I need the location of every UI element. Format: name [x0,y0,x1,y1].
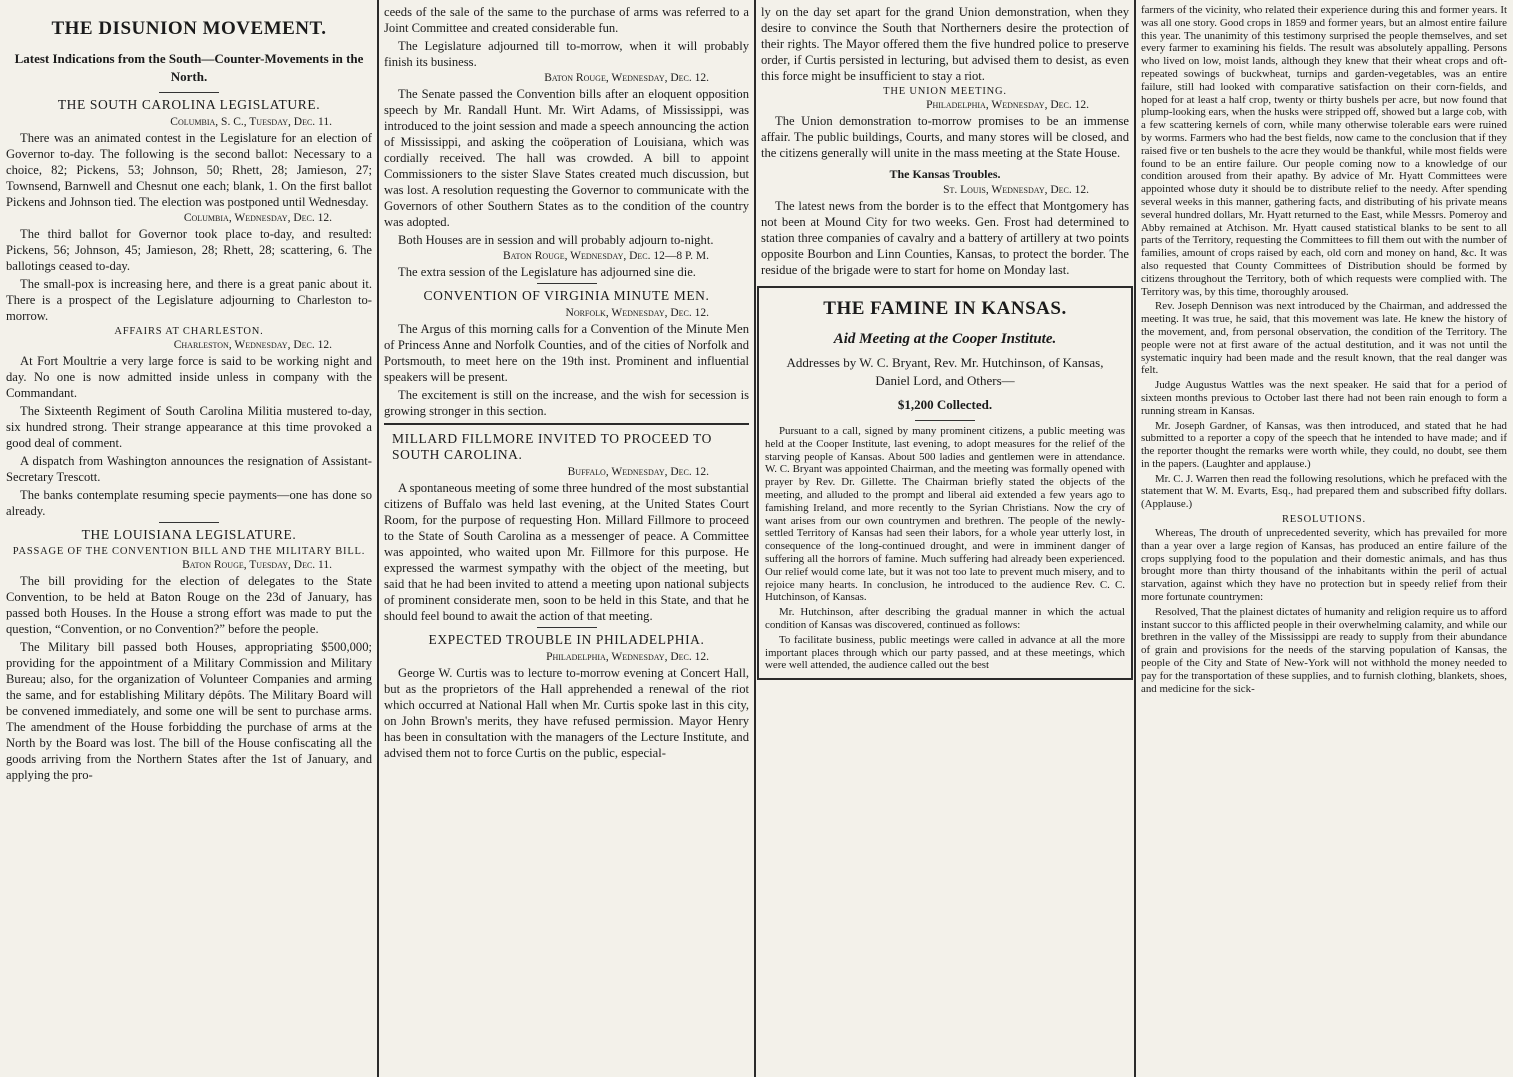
article-paragraph: Mr. Hutchinson, after describing the gradual manner in which the actual condition of Kansas was discovered, continued as follows: [765,606,1125,631]
divider [537,627,597,628]
article-paragraph: Mr. C. J. Warren then read the following resolutions, which he prefaced with the statement that W. M. Evarts, Esq., had prepared them and subscribed fifty dollars. (Applause.) [1141,472,1507,511]
article-paragraph: Pursuant to a call, signed by many prominent citizens, a public meeting was held at the Cooper Institute, last evening, to adopt measures for the relief of the starving people of Kansas. About 500 ladies and gentlemen were in attendance. W. C. Bryant was appointed Chairman, and the meeting was formally opened with prayer by Rev. Dr. Gillette. The Chairman briefly stated the objects of the meeting, and alluded to the prompt and liberal aid extended a few years ago to famishing Ireland, and more recently to the Syrian Christians. Now the cry of want arises from our own countrymen and brethren. The people of the newly-settled Territory of Kansas had seen their labors, for a whole year utterly lost, in consequence of the long-continued drought, and were in imminent danger of suffering all the horrors of famine. Much suffering had already been experienced. Our relief would come late, but it was not too late to prevent much misery, and to rejoice many hearts. In conclusion, he introduced to the audience Rev. C. C. Hutchinson, of Kansas. [765,425,1125,604]
section-heading-union-meeting: THE UNION MEETING. [883,86,1007,97]
article-paragraph: ceeds of the sale of the same to the purchase of arms was referred to a Joint Committee and created considerable fun. [384,5,749,35]
article-paragraph: The third ballot for Governor took place to-day, and resulted: Pickens, 56; Johnson, 45; Jamieson, 28; Rhett, 28; scattering, 6. The ballotings ceased to-day. [6,227,372,273]
article-paragraph: Rev. Joseph Dennison was next introduced by the Chairman, and addressed the meeting. It was true, he said, that this movement was late. He knew the history of the movement, and, from personal observation, the condition of the Territory. The people were not at first aware of the actual destitution, and it was not until the systematic inquiry had been made and the result known, that the real danger was felt. [1141,300,1507,377]
subheadline-collected: $1,200 Collected. [897,397,993,412]
article-paragraph: There was an animated contest in the Legislature for an election of Governor to-day. The following is the second ballot: Necessary to a choice, 82; Pickens, 53; Johnson, 50; Rhett, 28; Jamieson, 27; Townsend, Barnwell and Chesnut one each; blank, 1. On the first ballot Pickens and Johnson tied. The election was postponed until Wednesday. [6,131,372,209]
article-paragraph: The small-pox is increasing here, and there is a great panic about it. There is a prospect of the Legislature adjourning to Charleston to-morrow. [6,277,372,323]
famine-article-box [757,286,1133,680]
divider [915,420,975,421]
article-paragraph: The Union demonstration to-morrow promises to be an immense affair. The public buildings, Courts, and many stores will be closed, and the citizens generally will unite in the mass meeting at the State House. [761,114,1129,160]
article-paragraph: The latest news from the border is to the effect that Montgomery has not been at Mound City for two weeks. Gen. Frost had determined to station three companies of cavalry and a battery of artillery at two points opposite Bourbon and Linn Counties, Kansas, to protect the border. The residue of the brigade were to start for home on Monday last. [761,199,1129,277]
article-paragraph: The Sixteenth Regiment of South Carolina Militia mustered to-day, six hundred strong. Their strange appearance at this time provoked a good deal of comment. [6,404,372,450]
article-paragraph: At Fort Moultrie a very large force is said to be working night and day. No one is now admitted inside unless in company with the Commandant. [6,354,372,400]
section-heading-charleston: AFFAIRS AT CHARLESTON. [114,326,264,337]
article-paragraph: Mr. Joseph Gardner, of Kansas, was then introduced, and stated that he had submitted to a reporter a copy of the speech that he intended to have made; and if the reporter thought the remarks were worth while, they could, no doubt, see them in the papers. (Laughter and applause.) [1141,419,1507,470]
divider [537,283,597,284]
column-4 [1135,0,1513,1077]
section-heading-kansas-troubles: The Kansas Troubles. [889,167,1001,181]
divider [159,522,219,523]
section-subheading-louisiana: PASSAGE OF THE CONVENTION BILL AND THE MILITARY BILL. [12,546,366,557]
dateline: Baton Rouge, Wednesday, Dec. 12. [544,72,709,84]
column-2 [378,0,755,1077]
section-heading-virginia: CONVENTION OF VIRGINIA MINUTE MEN. [423,288,710,303]
section-heading-sc: THE SOUTH CAROLINA LEGISLATURE. [57,97,321,112]
article-paragraph: The excitement is still on the increase, and the wish for secession is growing stronger in this section. [384,388,749,418]
section-heading-louisiana: THE LOUISIANA LEGISLATURE. [81,527,297,542]
article-paragraph: The Military bill passed both Houses, appropriating $500,000; providing for the appointment of a Military Commission and Military Bureau; also, for the organization of Volunteer Companies and arming the same, and for establishing Military dépôts. The Military Board will be convened immediately, and some one will be sent to purchase arms. The amendment of the House forbidding the purchase of arms at the North by the Board was lost. The bill of the House confiscating all the goods arriving from the Northern States after the 1st of January, and applying the pro- [6,640,372,782]
article-paragraph: The bill providing for the election of delegates to the State Convention, to be held at Baton Rouge on the 23d of January, has passed both Houses. In the House a strong effort was made to put the question, “Convention, or no Convention?” before the people. [6,574,372,636]
column-3 [755,0,1135,1077]
article-paragraph: farmers of the vicinity, who related their experience during this and former years. It was all one story. Good crops in 1859 and former years, but an almost entire failure this year. The unanimity of this testimony surprised the people themselves, and set every farmer to examining his fields. The result was absolutely appalling. Persons who lived on low, moist lands, although they knew that their wheat crops and oft-repeated sowings of buckwheat, turnips and garden-vegetables, was an entire failure, still had looked with comparative satisfaction on their corn-fields, and hoped for at least a half crop, twenty or thirty bushels per acre, but now found that plump-looking ears, when the husks were stripped off, showed but a large cob, with a few scattering kernels of corn, while many otherwise tolerable ears were ruined by worms. Farmers who had the best fields, now came to the conclusion that if they raised five or ten bushels to the acre they would be thankful, while most fields were found to be an entire failure. Our people coming now to a knowledge of our condition aroused from their apathy. By advice of Mr. Hyatt Committees were appointed whose duty it should be to distribute relief to the needy. After spending several weeks in this manner, gathering facts, and distributing of his private means several hundred dollars, Mr. Hyatt returned to the East, while Messrs. Pomeroy and Abby remained at Atchison. Mr. Hyatt caused statistical blanks to be sent to all parts of the Territory, requesting the Committees to fill them out with the number of families, amount of crops raised by each, old corn and money on hand, &c. It was also requested that County Committees of Distribution should be formed by citizens throughout the Territory, both of which requests were complied with. The Territory was, by this time, thoroughly aroused. [1141,4,1507,298]
dateline: Philadelphia, Wednesday, Dec. 12. [546,651,709,663]
article-paragraph: Judge Augustus Wattles was the next speaker. He said that for a period of sixteen months previous to October last there had not been rain enough to form a running stream in Kansas. [1141,379,1507,417]
dateline: Baton Rouge, Tuesday, Dec. 11. [182,559,332,571]
dateline: Columbia, Wednesday, Dec. 12. [183,212,332,224]
dateline: St. Louis, Wednesday, Dec. 12. [943,184,1089,196]
resolution-paragraph: Resolved, That the plainest dictates of humanity and religion require us to afford instant succor to this afflicted people in their overwhelming calamity, and while our brethren in the valley of the Mississippi are ready to supply from their abundance of grain and provisions for the needs of the starving population of Kansas, the people of the City and State of New-York will not withhold the money needed to pay for the transportation of these supplies, and to furnish clothing, blankets, shoes, and medicine for the sick- [1141,605,1507,695]
dateline: Buffalo, Wednesday, Dec. 12. [567,466,709,478]
subheadline-aid-meeting: Aid Meeting at the Cooper Institute. [833,331,1057,347]
divider [159,92,219,93]
article-paragraph: The banks contemplate resuming specie payments—one has done so already. [6,488,372,518]
resolutions-heading: RESOLUTIONS. [1282,514,1366,526]
resolution-paragraph: Whereas, The drouth of unprecedented severity, which has prevailed for more than a year over a large region of Kansas, has produced an entire failure of the crops supplying food to the population and their domestic animals, and has thus brought more than thirty thousand of the inhabitants within the peril of actual starvation, against which they have no protection but in speedy relief from their more fortunate countrymen: [1141,527,1507,604]
section-heading-fillmore: MILLARD FILLMORE INVITED TO PROCEED TO SOUTH CAROLINA. [392,431,712,462]
section-rule [384,423,749,425]
column-1 [0,0,378,1077]
headline-famine: THE FAMINE IN KANSAS. [823,298,1067,319]
article-paragraph: A dispatch from Washington announces the resignation of Assistant-Secretary Trescott. [6,454,372,484]
dateline: Philadelphia, Wednesday, Dec. 12. [926,99,1089,111]
article-paragraph: ly on the day set apart for the grand Union demonstration, when they desire to convince the South that Northerners desire the protection of their rights. The Mayor offered them the five hundred police to preserve order, if Curtis persisted in lecturing, but advised them to desist, as even this force might be insufficient to stay a riot. [761,5,1129,83]
dateline: Norfolk, Wednesday, Dec. 12. [565,307,709,319]
article-paragraph: A spontaneous meeting of some three hundred of the most substantial citizens of Buffalo was held last evening, at the United States Court Room, for the purpose of requesting Hon. Millard Fillmore to proceed to the State of South Carolina as a messenger of peace. A Committee was appointed, who waited upon Mr. Fillmore for this purpose. He expressed the warmest sympathy with the object of the meeting, but said that he had been invited to attend a meeting upon national subjects of prominent considerate men, soon to be held in this State, and that he should feel bound to await the action of that meeting. [384,481,749,623]
article-paragraph: The extra session of the Legislature has adjourned sine die. [398,265,696,279]
headline-disunion: THE DISUNION MOVEMENT. [51,18,327,39]
article-paragraph: The Legislature adjourned till to-morrow, when it will probably finish its business. [384,39,749,69]
subheadline-disunion: Latest Indications from the South—Counter-Movements in the North. [14,51,364,84]
subheadline-addresses: Addresses by W. C. Bryant, Rev. Mr. Hutchinson, of Kansas, Daniel Lord, and Others— [786,355,1104,388]
article-paragraph: George W. Curtis was to lecture to-morrow evening at Concert Hall, but as the proprietors of the Hall apprehended a renewal of the riot which occurred at National Hall when Mr. Curtis spoke last in this city, on John Brown's merits, they have refused permission. Mayor Henry has been in consultation with the managers of the Lecture Institute, and advised them not to force Curtis on the public, especial- [384,666,749,760]
section-heading-philadelphia: EXPECTED TROUBLE IN PHILADELPHIA. [428,632,705,647]
article-paragraph: To facilitate business, public meetings were called in advance at all the more important places through which our party passed, and at these meetings, which were well attended, the audience called out the best [765,633,1125,672]
article-paragraph: Both Houses are in session and will probably adjourn to-night. [398,233,714,247]
dateline: Charleston, Wednesday, Dec. 12. [173,339,332,351]
article-paragraph: The Senate passed the Convention bills after an eloquent opposition speech by Mr. Randall Hunt. Mr. Wirt Adams, of Mississippi, was introduced to the joint session and made a speech announcing the action of Mississippi, and asking the coöperation of Louisiana, which was cordially received. The hall was crowded. A bill to appoint Commissioners to the sister Slave States created much discussion, but was lost. A resolution requesting the Governor to communicate with the Governors of other Southern States as to the condition of the country was adopted. [384,87,749,229]
dateline: Baton Rouge, Wednesday, Dec. 12—8 P. M. [502,250,709,262]
article-paragraph: The Argus of this morning calls for a Convention of the Minute Men of Princess Anne and Norfolk Counties, and of the cities of Norfolk and Portsmouth, to meet here on the 19th inst. Prominent and influential speakers will be present. [384,322,749,384]
dateline: Columbia, S. C., Tuesday, Dec. 11. [170,116,332,128]
